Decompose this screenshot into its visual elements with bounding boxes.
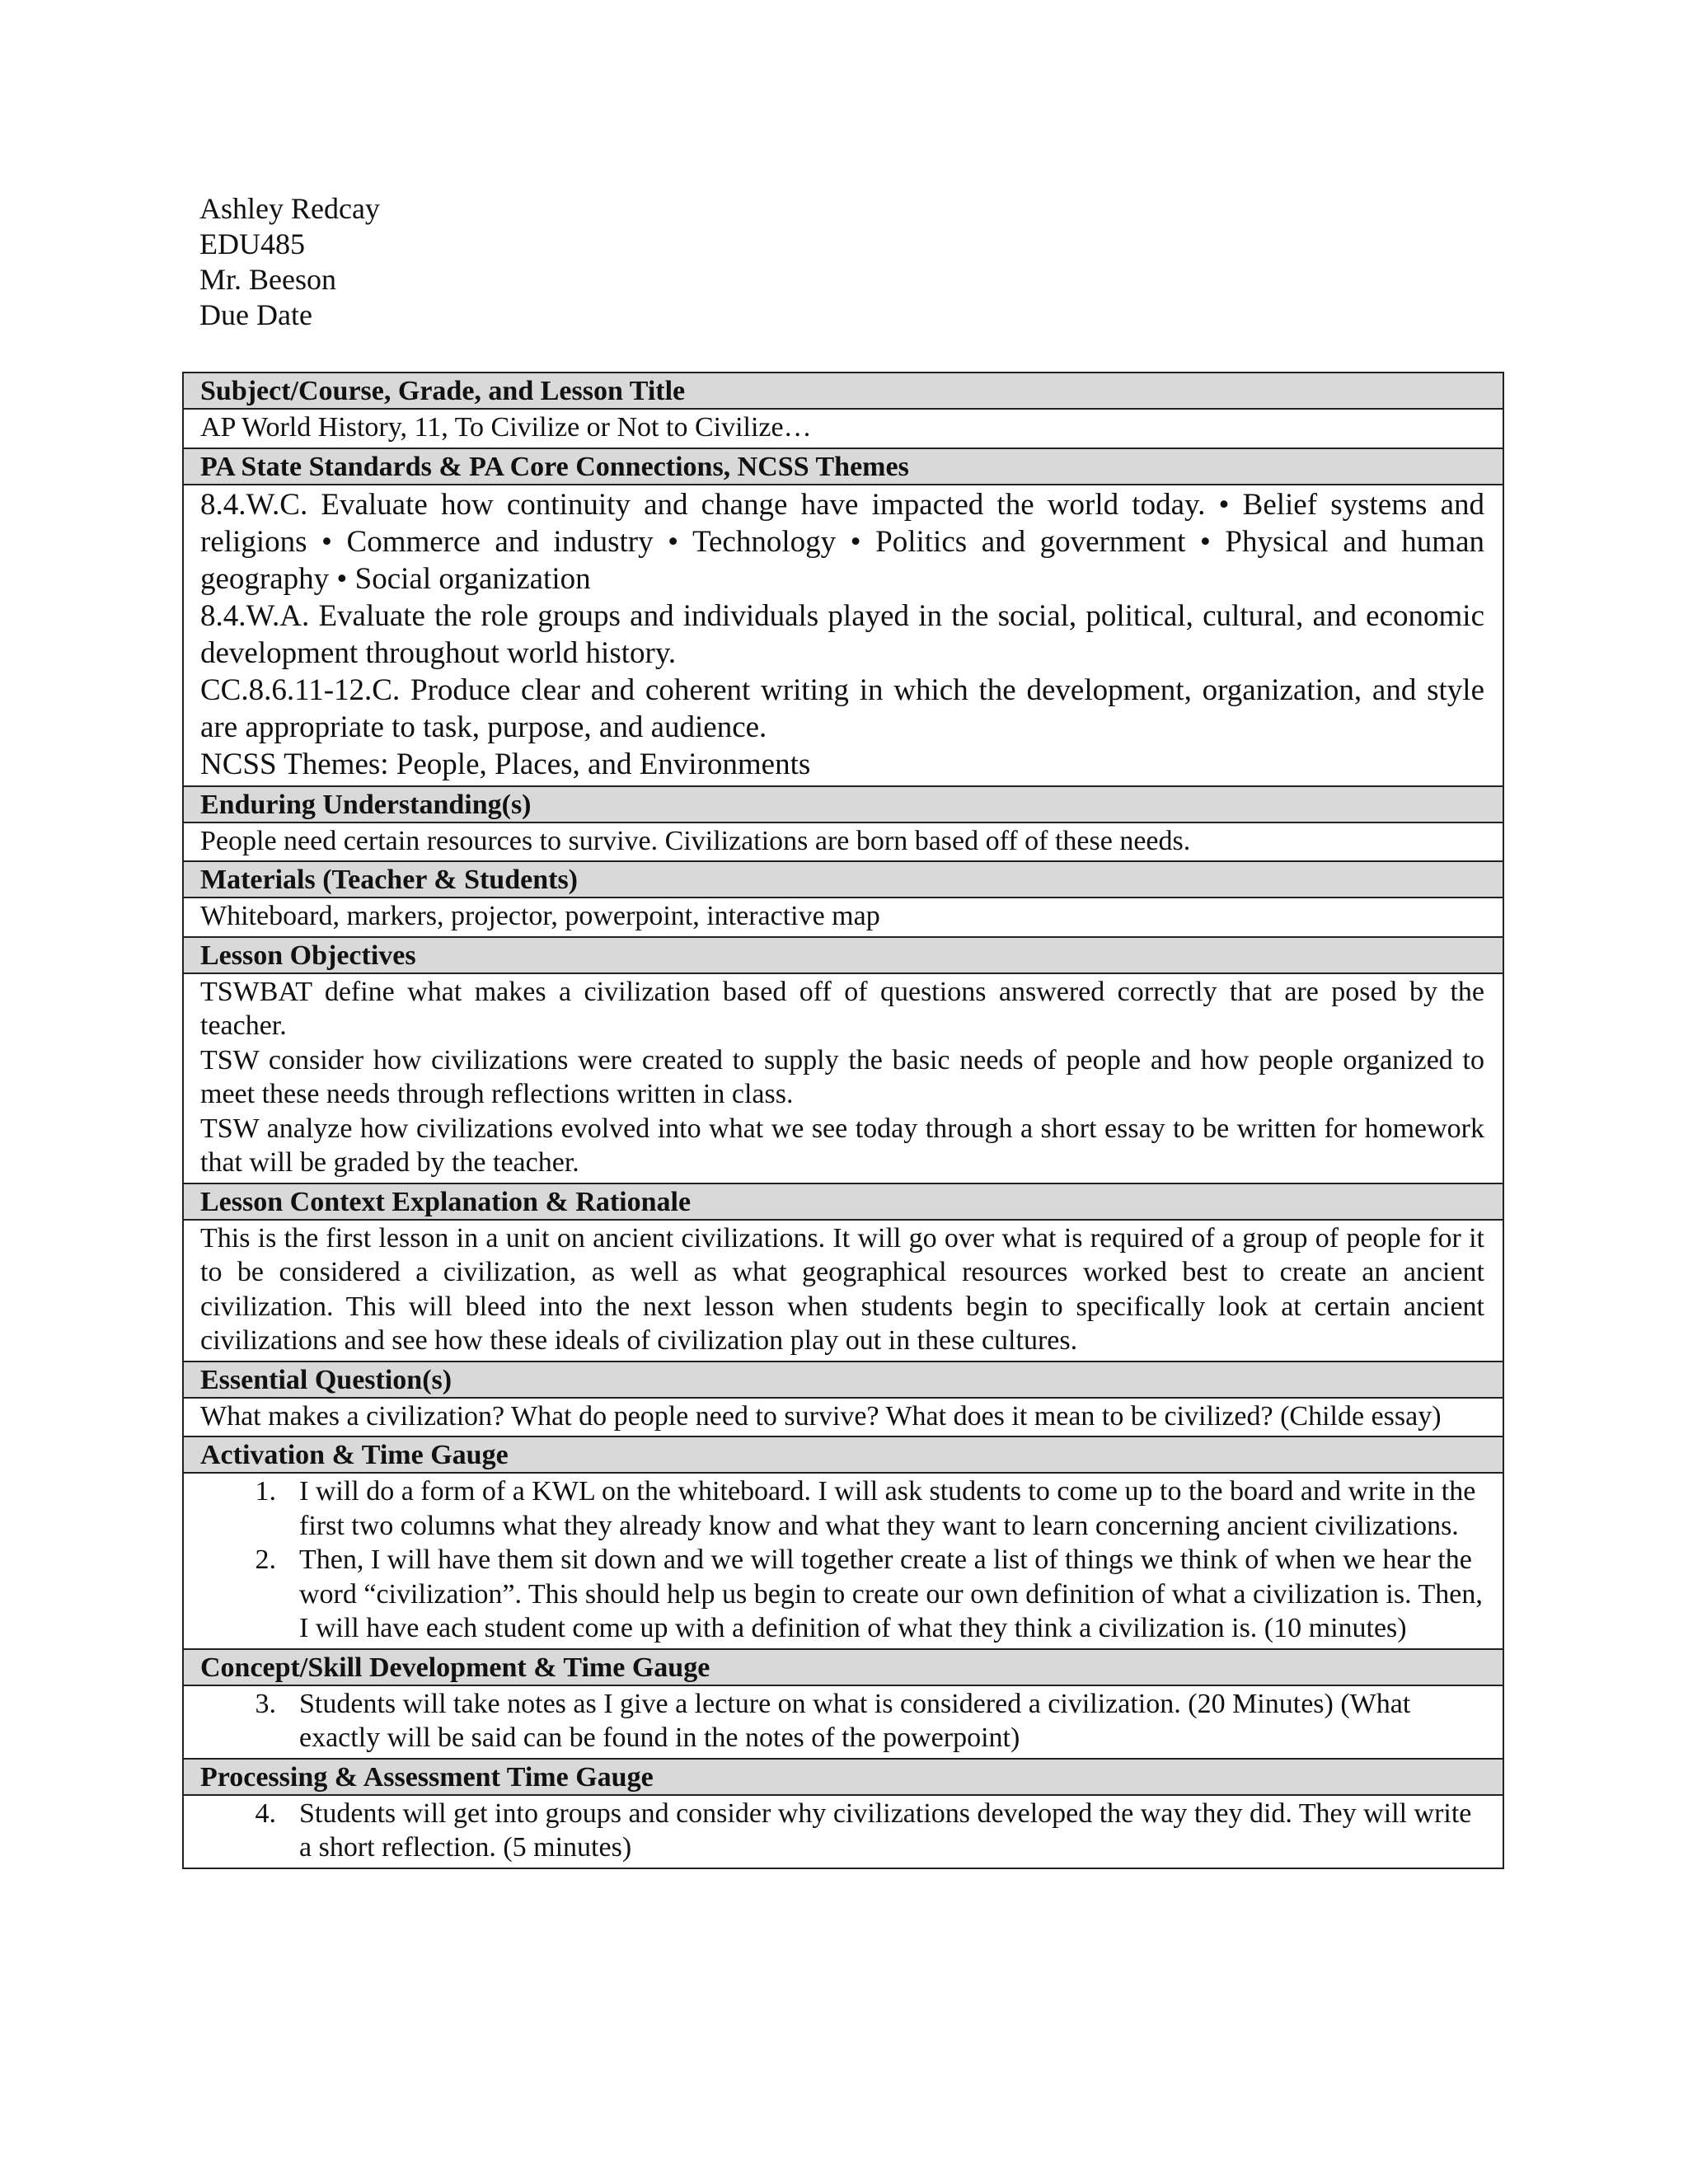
objective-line: TSW consider how civilizations were created to supply the basic needs of people and how people organized to meet these needs through reflections written in class.	[200, 1044, 1484, 1109]
course-code: EDU485	[199, 227, 305, 260]
lesson-plan-table	[182, 372, 1504, 1869]
list-item	[200, 1543, 1484, 1646]
standard-line: NCSS Themes: People, Places, and Environments	[200, 747, 811, 781]
due-date: Due Date	[199, 298, 312, 331]
standard-line: CC.8.6.11-12.C. Produce clear and coherent writing in which the development, organization, and style are appropriate to task, purpose, and audience.	[200, 673, 1484, 744]
subject-text: AP World History, 11, To Civilize or Not to Civilize…	[200, 412, 812, 443]
concept-body	[184, 1686, 1503, 1760]
processing-body	[184, 1796, 1503, 1868]
document-header	[199, 191, 380, 333]
enduring-heading: Enduring Understanding(s)	[184, 787, 1503, 823]
context-text: This is the first lesson in a unit on ancient civilizations. It will go over what is required of a group of people for it to be considered a civilization, as well as what geographical resources worked best to create an ancient civilization. This will bleed into the next lesson when students begin to specifically look at certain ancient civilizations and see how these ideals of civilization play out in these cultures.	[200, 1222, 1484, 1356]
essential-body	[184, 1399, 1503, 1438]
list-item-text: Students will get into groups and consider why civilizations developed the way they did. They will write a short reflection. (5 minutes)	[299, 1797, 1472, 1863]
subject-body	[184, 410, 1503, 449]
author-name: Ashley Redcay	[199, 192, 380, 225]
enduring-body	[184, 823, 1503, 863]
subject-heading: Subject/Course, Grade, and Lesson Title	[184, 373, 1503, 410]
context-heading: Lesson Context Explanation & Rationale	[184, 1184, 1503, 1221]
materials-text: Whiteboard, markers, projector, powerpoint, interactive map	[200, 901, 880, 931]
list-item	[200, 1474, 1484, 1543]
list-item	[200, 1687, 1484, 1755]
instructor-name: Mr. Beeson	[199, 263, 336, 296]
list-item	[200, 1797, 1484, 1865]
concept-list	[200, 1687, 1484, 1755]
standard-line: 8.4.W.C. Evaluate how continuity and change have impacted the world today. • Belief systems and religions • Commerce and industry • Technology • Politics and government • Physical and human geography • Social organization	[200, 487, 1484, 596]
standards-body	[184, 485, 1503, 787]
standard-line: 8.4.W.A. Evaluate the role groups and individuals played in the social, political, cultural, and economic development throughout world history.	[200, 598, 1484, 670]
activation-body	[184, 1474, 1503, 1650]
processing-heading: Processing & Assessment Time Gauge	[184, 1760, 1503, 1796]
objectives-body	[184, 974, 1503, 1184]
standards-heading: PA State Standards & PA Core Connections, NCSS Themes	[184, 449, 1503, 485]
objectives-heading: Lesson Objectives	[184, 938, 1503, 974]
essential-text: What makes a civilization? What do people need to survive? What does it mean to be civilized? (Childe essay)	[200, 1400, 1442, 1432]
list-item-number: 2.	[255, 1544, 276, 1575]
list-item-number: 3.	[255, 1688, 276, 1719]
list-item-text: I will do a form of a KWL on the whiteboard. I will ask students to come up to the board and write in the first two columns what they already know and what they want to learn concerning ancient civilizations.	[299, 1476, 1476, 1541]
context-body	[184, 1221, 1503, 1362]
concept-heading: Concept/Skill Development & Time Gauge	[184, 1650, 1503, 1686]
essential-heading: Essential Question(s)	[184, 1362, 1503, 1399]
list-item-text: Then, I will have them sit down and we will together create a list of things we think of when we hear the word “civilization”. This should help us begin to create our own definition of what a civilization is. Then, I will have each student come up with a definition of what they think a civilization is. (10 minutes)	[299, 1544, 1483, 1643]
objective-line: TSW analyze how civilizations evolved into what we see today through a short essay to be written for homework that will be graded by the teacher.	[200, 1113, 1484, 1178]
list-item-text: Students will take notes as I give a lecture on what is considered a civilization. (20 Minutes) (What exactly will be said can be found in the notes of the powerpoint)	[299, 1688, 1411, 1753]
objective-line: TSWBAT define what makes a civilization based off of questions answered correctly that are posed by the teacher.	[200, 976, 1484, 1041]
enduring-text: People need certain resources to survive. Civilizations are born based off of these needs.	[200, 825, 1191, 856]
activation-list	[200, 1474, 1484, 1646]
list-item-number: 1.	[255, 1476, 276, 1507]
materials-body	[184, 898, 1503, 938]
list-item-number: 4.	[255, 1797, 276, 1829]
activation-heading: Activation & Time Gauge	[184, 1437, 1503, 1474]
processing-list	[200, 1797, 1484, 1865]
materials-heading: Materials (Teacher & Students)	[184, 862, 1503, 898]
